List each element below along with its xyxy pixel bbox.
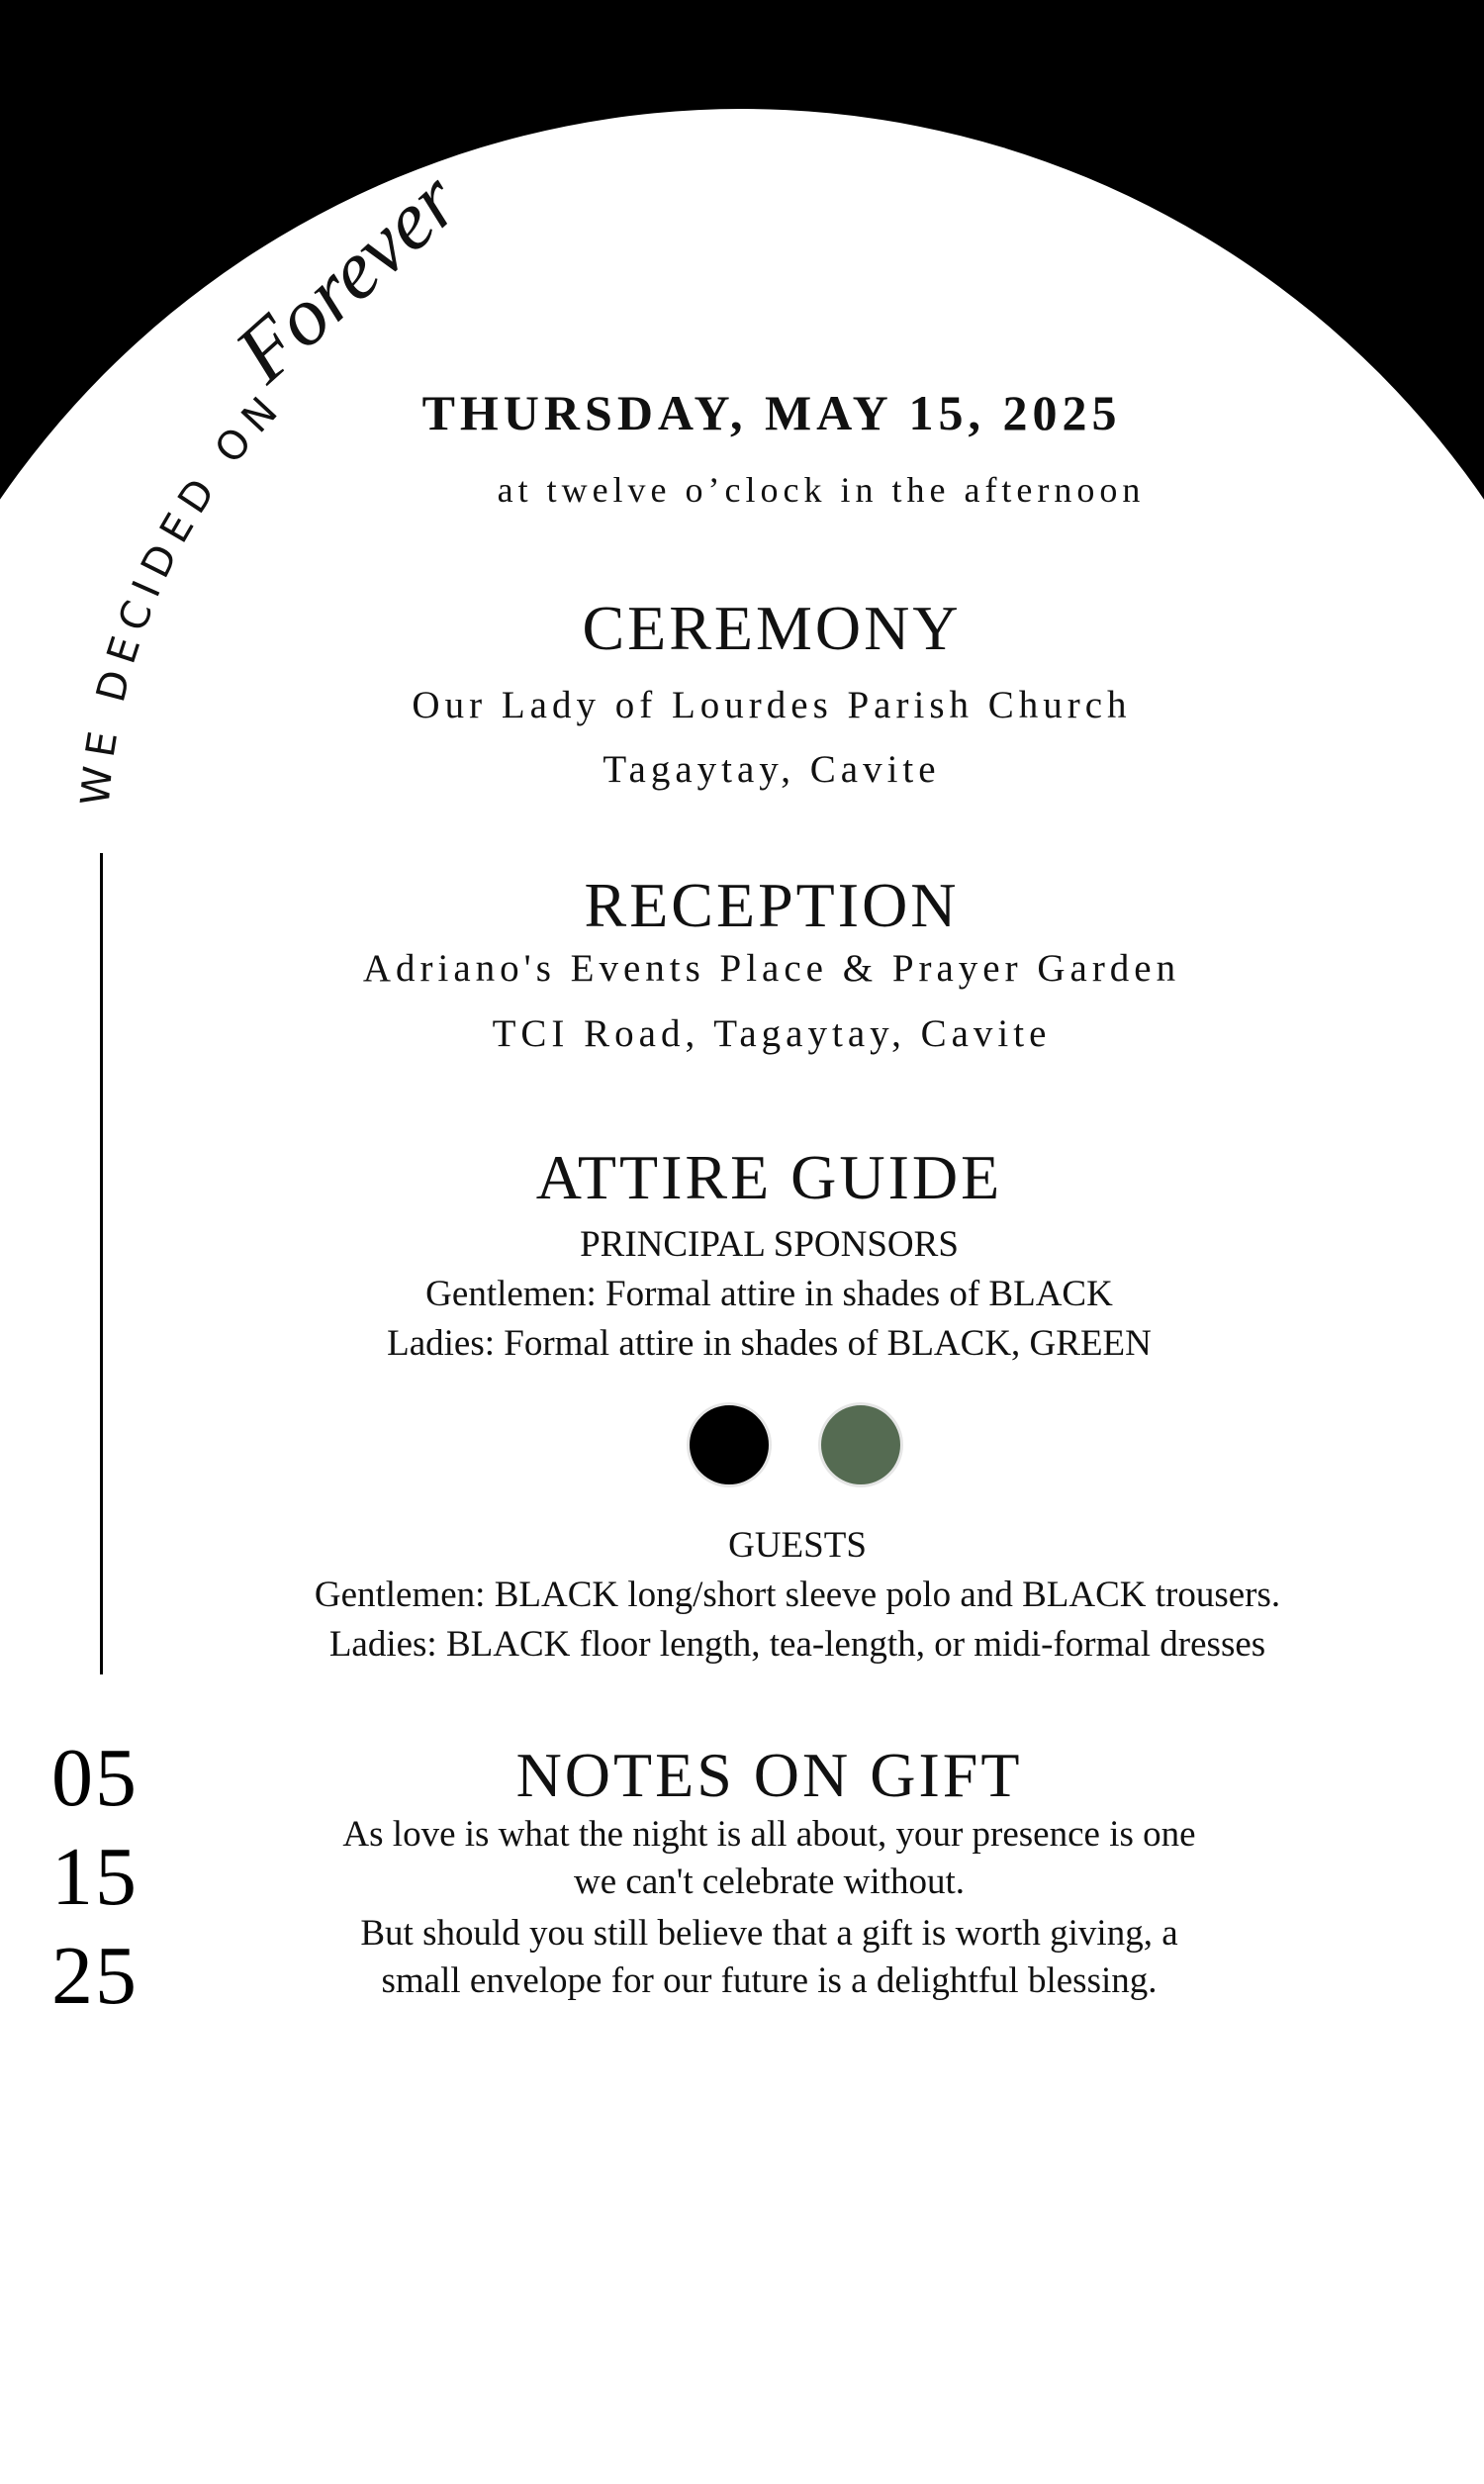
reception-heading: RECEPTION bbox=[584, 870, 960, 940]
ceremony-venue: Our Lady of Lourdes Parish Church bbox=[412, 684, 1132, 726]
side-date-day: 15 bbox=[51, 1831, 139, 1923]
guests-label: GUESTS bbox=[728, 1525, 867, 1566]
notes-line-2: we can't celebrate without. bbox=[574, 1862, 965, 1902]
notes-line-4: small envelope for our future is a delightful blessing. bbox=[381, 1960, 1158, 2001]
attire-heading: ATTIRE GUIDE bbox=[535, 1142, 1003, 1212]
sponsors-label: PRINCIPAL SPONSORS bbox=[580, 1224, 959, 1265]
sponsors-ladies: Ladies: Formal attire in shades of BLACK, GREEN bbox=[387, 1323, 1152, 1364]
notes-line-1: As love is what the night is all about, your presence is one bbox=[342, 1814, 1196, 1855]
ceremony-location: Tagaytay, Cavite bbox=[603, 748, 941, 791]
notes-heading: NOTES ON GIFT bbox=[515, 1740, 1023, 1810]
swatch-black bbox=[687, 1402, 772, 1487]
arc-text: WE DECIDED ON bbox=[72, 382, 293, 808]
swatch-green bbox=[818, 1402, 903, 1487]
event-date: THURSDAY, MAY 15, 2025 bbox=[421, 385, 1122, 440]
notes-line-3: But should you still believe that a gift is worth giving, a bbox=[360, 1913, 1178, 1954]
side-date-year: 25 bbox=[51, 1930, 139, 2022]
ceremony-heading: CEREMONY bbox=[582, 593, 962, 663]
event-time: at twelve o’clock in the afternoon bbox=[497, 470, 1146, 510]
reception-venue: Adriano's Events Place & Prayer Garden bbox=[362, 947, 1181, 990]
vertical-divider bbox=[100, 853, 103, 1674]
sponsors-gentlemen: Gentlemen: Formal attire in shades of BLACK bbox=[425, 1274, 1113, 1314]
guests-ladies: Ladies: BLACK floor length, tea-length, or midi-formal dresses bbox=[328, 1624, 1266, 1665]
arc-script-forever: Forever bbox=[218, 154, 477, 401]
side-date-month: 05 bbox=[51, 1732, 139, 1824]
guests-gentlemen: Gentlemen: BLACK long/short sleeve polo and BLACK trousers. bbox=[314, 1575, 1281, 1615]
reception-location: TCI Road, Tagaytay, Cavite bbox=[492, 1012, 1052, 1055]
